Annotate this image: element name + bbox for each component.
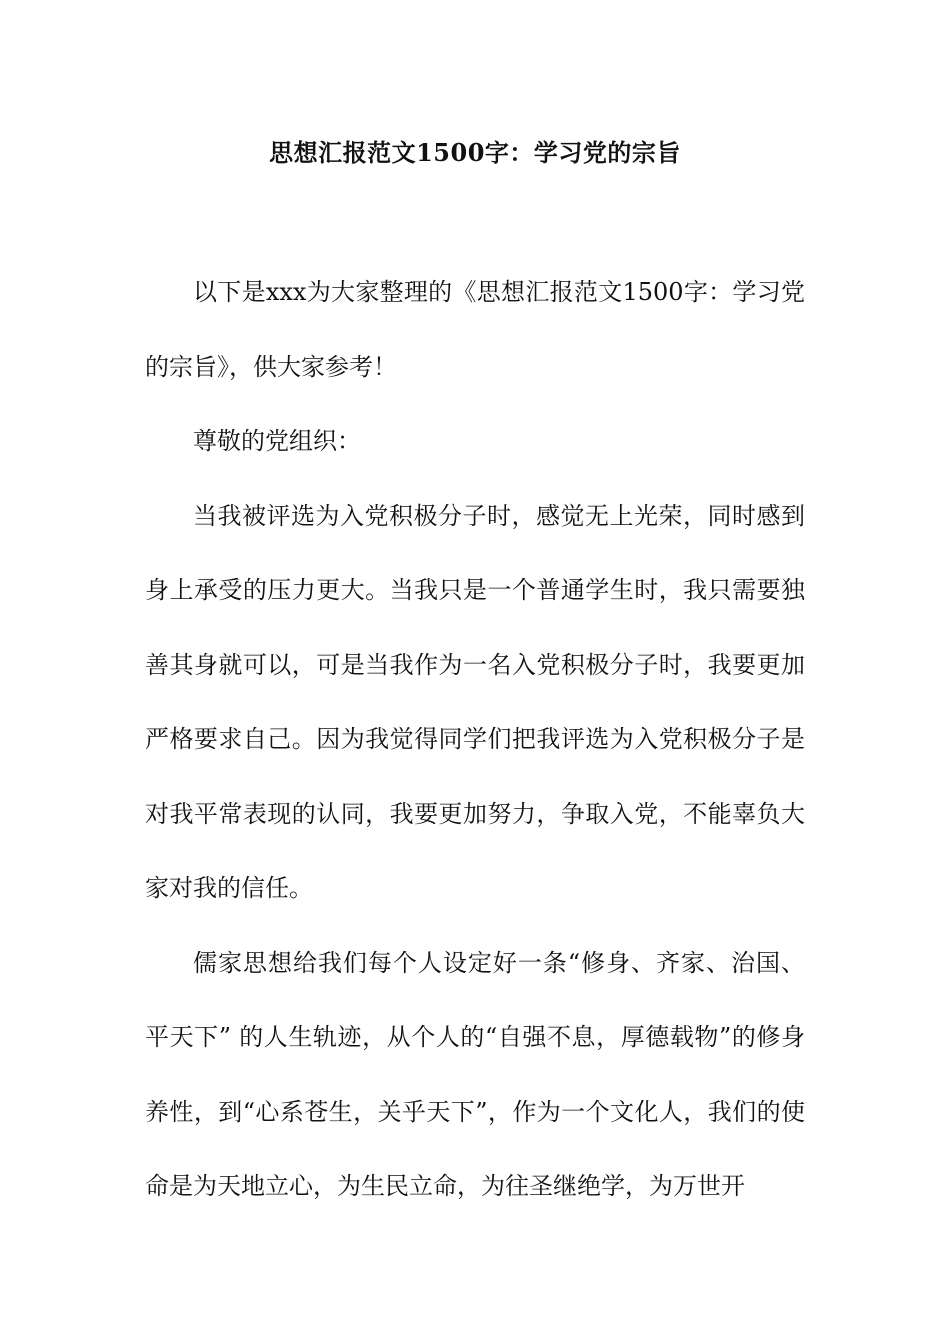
paragraph-intro: 以下是xxx为大家整理的《思想汇报范文1500字：学习党的宗旨》，供大家参考！ [145, 278, 805, 381]
paragraph-body-1: 当我被评选为入党积极分子时，感觉无上光荣，同时感到身上承受的压力更大。当我只是一个普通学生时，我只需要独善其身就可以，可是当我作为一名入党积极分子时，我要更加严格要求自己。因为我觉得同学们把我评选为入党积极分子是对我平常表现的认同，我要更加努力，争取入党，不能辜负大家对我的信任。 [145, 501, 805, 902]
document-title: 思想汇报范文1500字：学习党的宗旨 [269, 138, 681, 167]
paragraph-body-2: 儒家思想给我们每个人设定好一条“修身、齐家、治国、平天下” 的人生轨迹，从个人的“自强不息，厚德载物”的修身养性，到“心系苍生，关乎天下”，作为一个文化人，我们的使命是为天地立心，为生民立命，为往圣继绝学，为万世开 [145, 948, 805, 1200]
document-body [145, 255, 805, 1224]
paragraph-salutation: 尊敬的党组织： [193, 427, 361, 455]
